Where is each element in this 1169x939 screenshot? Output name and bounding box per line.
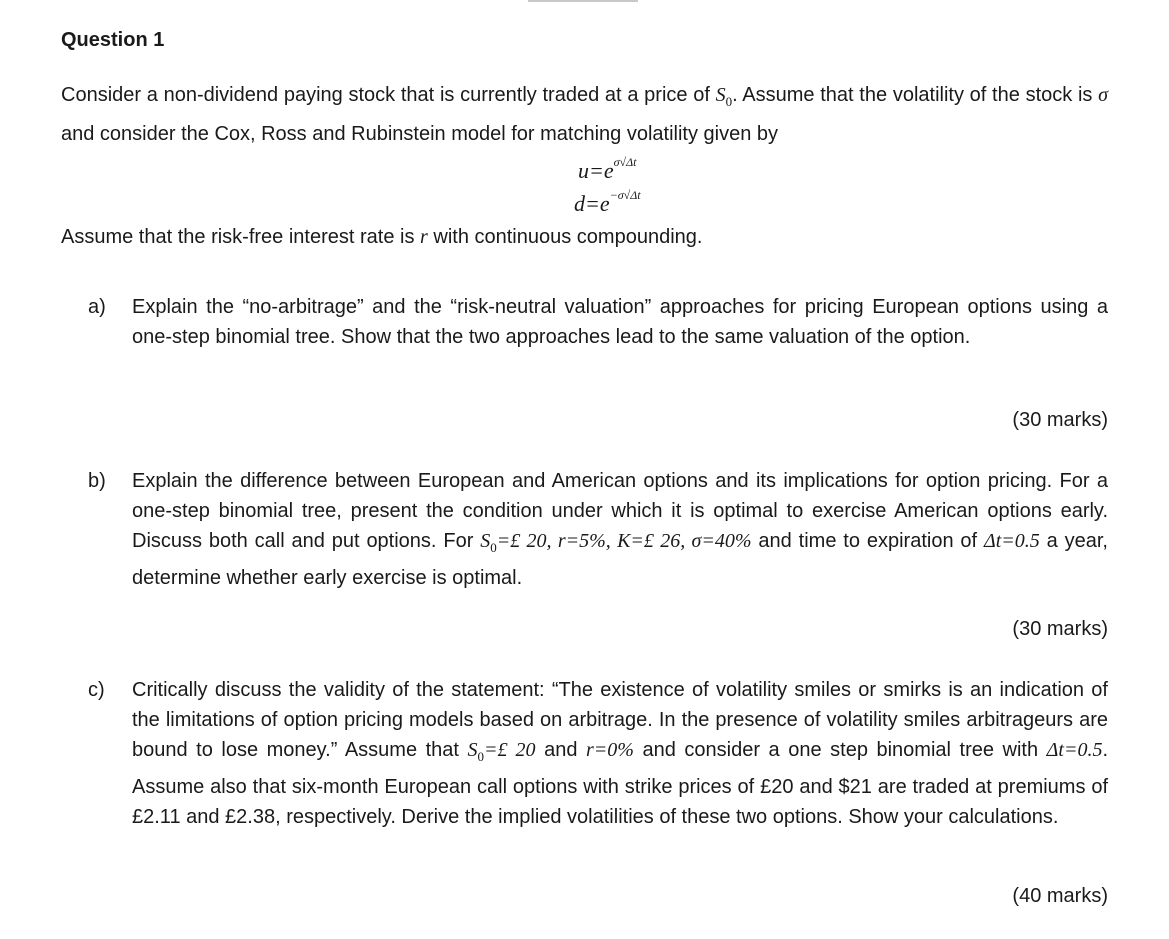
part-c-text bbox=[132, 675, 1108, 832]
s0-symbol: S bbox=[715, 84, 726, 106]
question-title: Question 1 bbox=[61, 29, 165, 51]
part-b-text-3: a year, determine whether early exercise is optimal. bbox=[132, 530, 1108, 589]
part-c-text-3: and consider a one step binomial tree with bbox=[633, 739, 1047, 761]
part-b-params: =£ 20, r=5%, K=£ 26, σ=40% bbox=[496, 530, 752, 552]
part-a-text: Explain the “no-arbitrage” and the “risk-neutral valuation” approaches for pricing European options using a one-step binomial tree. Show that the two approaches lead to the same valuation of the option. bbox=[132, 296, 1108, 348]
part-c-marks: (40 marks) bbox=[1012, 885, 1108, 907]
part-c-s0: S bbox=[467, 739, 478, 761]
equation-u-exponent: σ√Δt bbox=[613, 154, 637, 169]
part-b-text-2: and time to expiration of bbox=[751, 530, 984, 552]
part-c-delta-t: Δt=0.5 bbox=[1046, 739, 1103, 761]
rate-paragraph bbox=[61, 221, 1108, 253]
intro-paragraph bbox=[61, 79, 1108, 150]
part-b-letter: b) bbox=[88, 470, 106, 492]
part-b-marks: (30 marks) bbox=[1012, 618, 1108, 640]
sigma-symbol: σ bbox=[1098, 84, 1108, 106]
intro-text-1: Consider a non-dividend paying stock that is currently traded at a price of bbox=[61, 84, 716, 106]
equation-d-exponent: −σ√Δt bbox=[609, 187, 641, 202]
part-b-text bbox=[132, 466, 1108, 593]
top-divider bbox=[528, 0, 638, 2]
part-a-marks: (30 marks) bbox=[1012, 409, 1108, 431]
part-c-text-1: Critically discuss the validity of the statement: “The existence of volatility smiles or smirks is an indication of the limitations of option pricing models based on arbitrage. In the presence of volatility smiles arbitrageurs are bound to lose money.” Assume that bbox=[132, 679, 1108, 761]
rate-text-1: Assume that the risk-free interest rate is bbox=[61, 226, 421, 248]
part-c-s0-value: =£ 20 bbox=[484, 739, 536, 761]
part-c-letter: c) bbox=[88, 679, 105, 701]
part-b bbox=[88, 466, 1108, 593]
intro-text-2: . Assume that the volatility of the stock is bbox=[732, 84, 1099, 106]
part-b-delta-t: Δt=0.5 bbox=[983, 530, 1040, 552]
equation-d-lhs: d=e bbox=[574, 191, 610, 216]
part-c-text-4: . Assume also that six-month European call options with strike prices of £20 and $21 are traded at premiums of £2.11 and £2.38, respectively. Derive the implied volatilities of these two options. Show your calculations. bbox=[132, 739, 1109, 828]
equation-u-lhs: u=e bbox=[578, 158, 614, 183]
rate-text-2: with continuous compounding. bbox=[427, 226, 703, 248]
intro-text-3: and consider the Cox, Ross and Rubinstein model for matching volatility given by bbox=[61, 123, 779, 145]
r-symbol: r bbox=[420, 226, 428, 248]
part-a-letter: a) bbox=[88, 296, 106, 318]
part-c-s0-subscript: 0 bbox=[477, 749, 485, 764]
part-c-rate: r=0% bbox=[586, 739, 634, 761]
part-b-s0-subscript: 0 bbox=[490, 540, 497, 555]
s0-subscript: 0 bbox=[725, 94, 733, 109]
part-b-text-1: Explain the difference between European and American options and its implications for option pricing. For a one-step binomial tree, present the condition under which it is optimal to exercise American options early. Discuss both call and put options. For bbox=[132, 470, 1108, 552]
equation-d bbox=[574, 187, 641, 217]
part-c-text-2: and bbox=[535, 739, 586, 761]
equation-u bbox=[578, 154, 637, 184]
part-b-s0: S bbox=[480, 530, 491, 552]
part-c bbox=[88, 675, 1108, 832]
part-a bbox=[88, 292, 1108, 352]
